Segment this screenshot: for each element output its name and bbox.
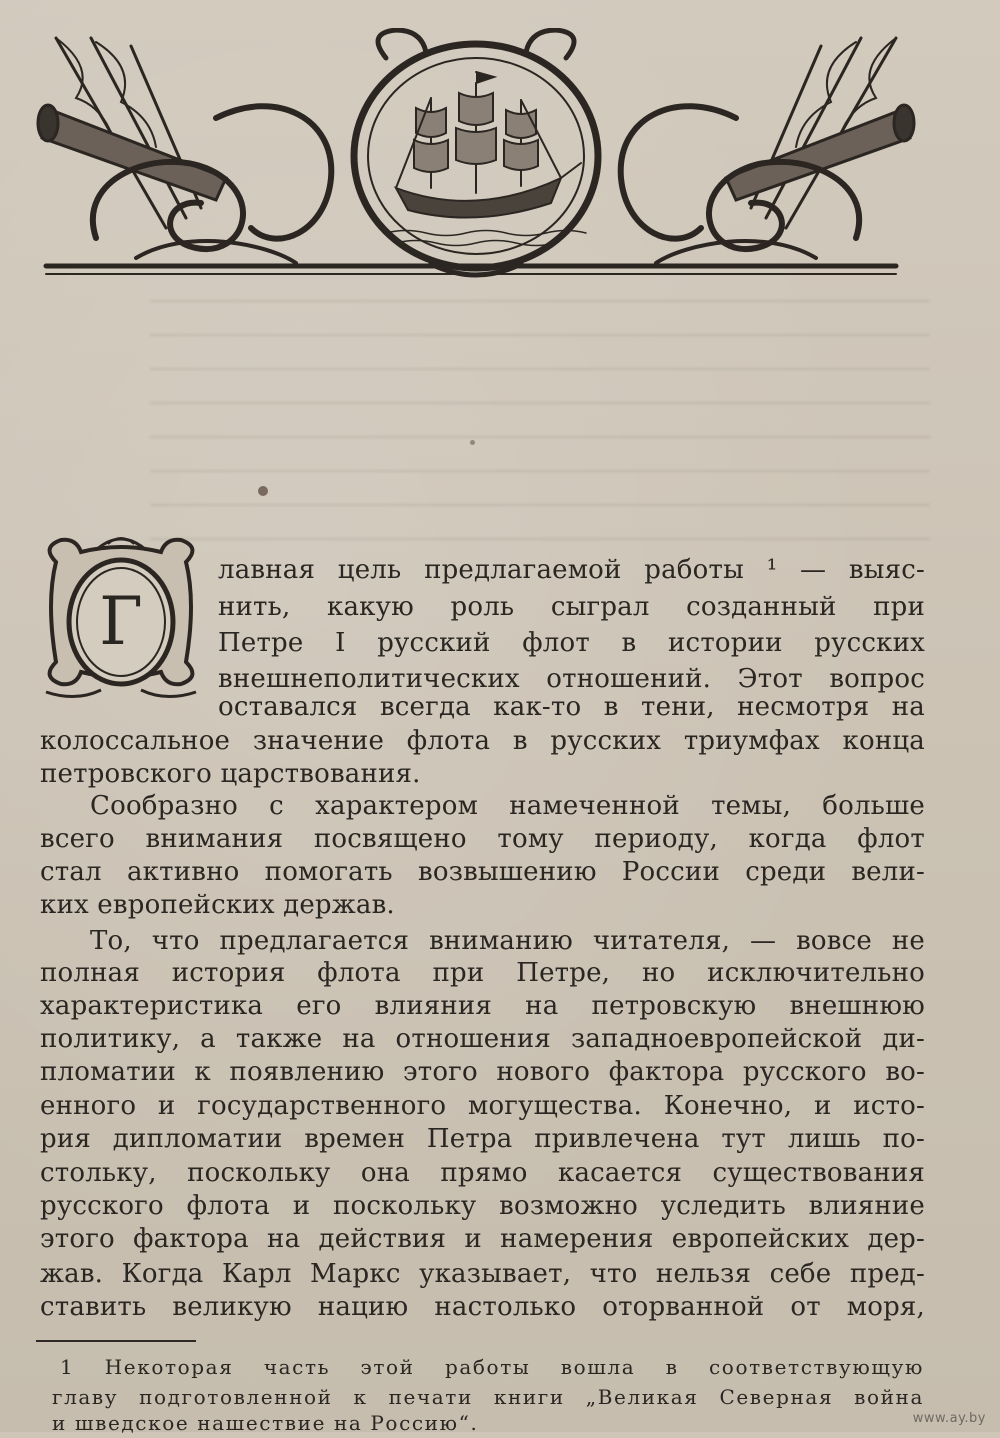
text-line: жав. Когда Карл Маркс указывает, что нельзя себе пред- bbox=[40, 1259, 925, 1289]
text-line: То, что предлагается вниманию читателя, — вовсе не bbox=[90, 926, 925, 956]
text-line: Петре I русский флот в истории русских bbox=[218, 628, 925, 658]
text-line: всего внимания посвящено тому периоду, когда флот bbox=[40, 824, 925, 854]
text-line: стал активно помогать возвышению России среди вели- bbox=[40, 857, 925, 887]
ship-medallion-ornament-icon bbox=[36, 28, 916, 288]
ink-spot bbox=[258, 486, 268, 496]
text-line: лавная цель предлагаемой работы ¹ — выяс- bbox=[218, 555, 925, 585]
text-line: рия дипломатии времен Петра привлечена тут лишь по- bbox=[40, 1124, 925, 1154]
text-line: Сообразно с характером намеченной темы, больше bbox=[90, 791, 925, 821]
show-through-text bbox=[150, 300, 930, 560]
text-line: петровского царствования. bbox=[40, 759, 421, 789]
ornamental-cartouche-icon bbox=[36, 532, 206, 712]
ink-speck bbox=[470, 440, 475, 445]
text-line: стольку, поскольку она прямо касается существования bbox=[40, 1158, 925, 1188]
text-line: полная история флота при Петре, но исключительно bbox=[40, 958, 925, 988]
text-line: енного и государственного могущества. Конечно, и исто- bbox=[40, 1091, 925, 1121]
text-line: оставался всегда как-то в тени, несмотря на bbox=[218, 692, 925, 722]
text-line: этого фактора на действия и намерения европейских дер- bbox=[40, 1224, 925, 1254]
footnote-line: и шведское нашествие на Россию“. bbox=[52, 1411, 479, 1435]
footnote-rule bbox=[36, 1340, 196, 1342]
text-line: политику, а также на отношения западноевропейской ди- bbox=[40, 1024, 925, 1054]
text-line: ставить великую нацию настолько оторванной от моря, bbox=[40, 1292, 925, 1322]
text-line: ких европейских держав. bbox=[40, 890, 395, 920]
text-line: характеристика его влияния на петровскую внешнюю bbox=[40, 991, 925, 1021]
dropcap-letter: Г bbox=[99, 583, 143, 660]
text-line: нить, какую роль сыграл созданный при bbox=[218, 592, 925, 622]
text-line: колоссальное значение флота в русских триумфах конца bbox=[40, 726, 925, 756]
text-line: пломатии к появлению этого нового фактора русского во- bbox=[40, 1057, 925, 1087]
footnote-line: главу подготовленной к печати книги „Великая Северная война bbox=[52, 1385, 924, 1409]
text-line: русского флота и поскольку возможно уследить влияние bbox=[40, 1191, 925, 1221]
text-line: внешнеполитических отношений. Этот вопрос bbox=[218, 664, 925, 694]
footnote-line: 1 Некоторая часть этой работы вошла в соответствующую bbox=[60, 1355, 924, 1379]
watermark: www.ay.by bbox=[912, 1411, 986, 1426]
